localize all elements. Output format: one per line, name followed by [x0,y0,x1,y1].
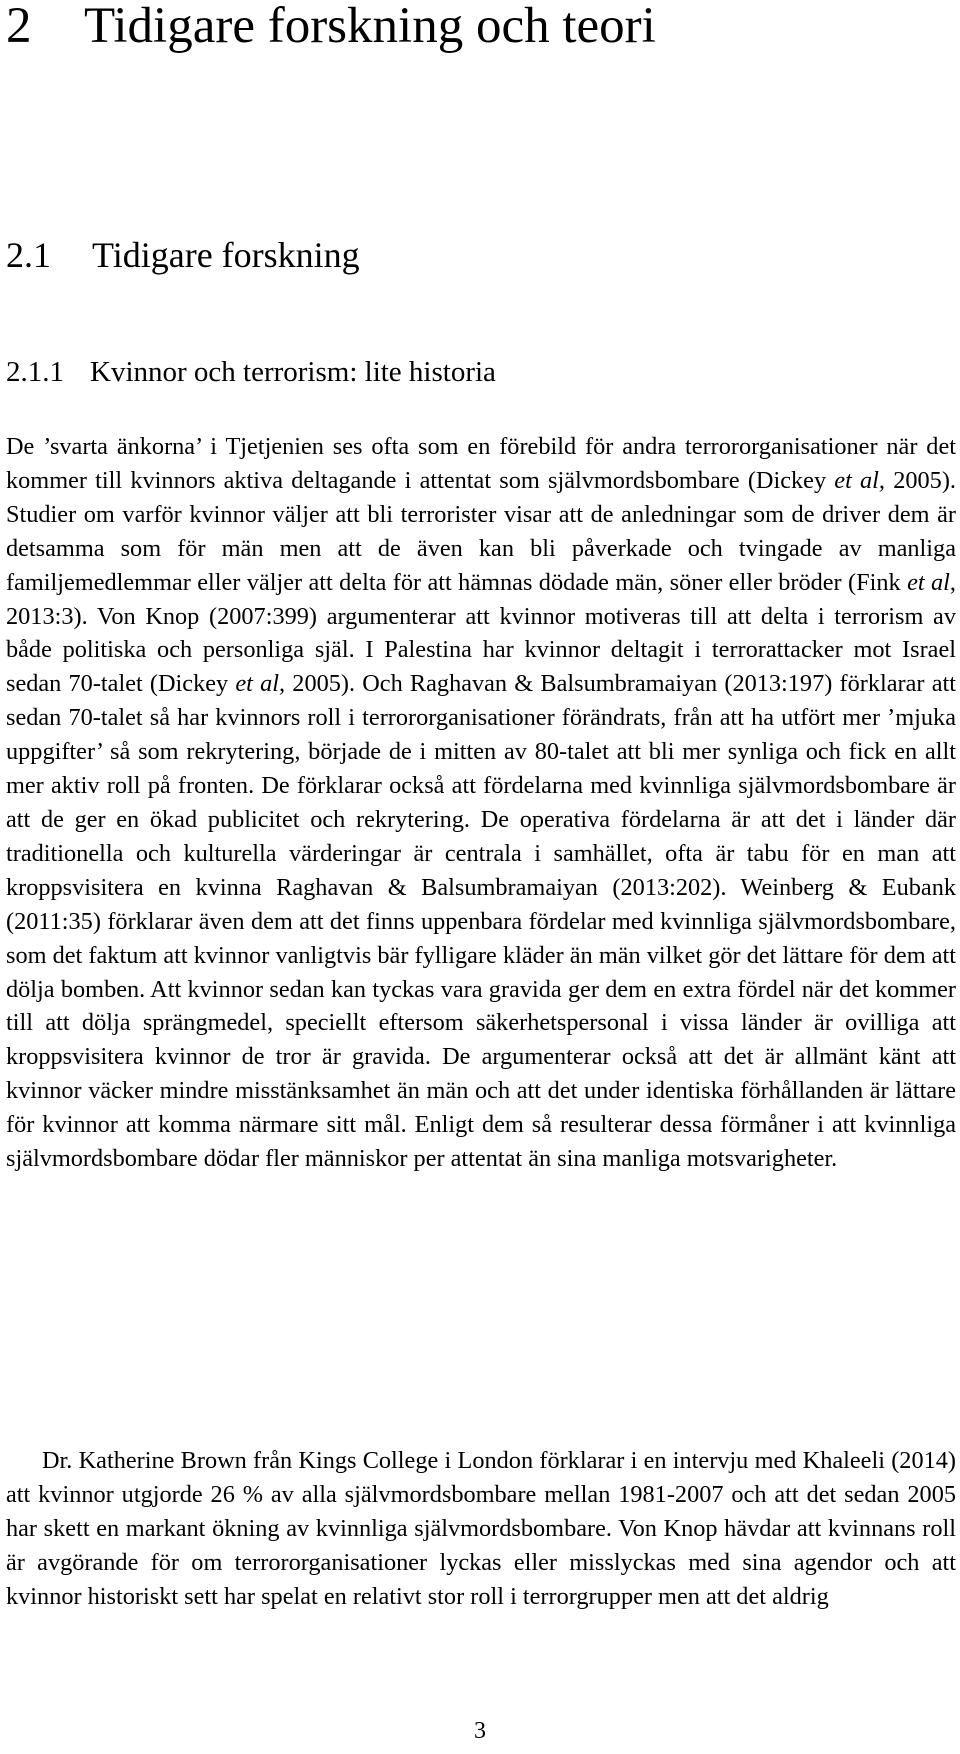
paragraph-text: , 2013:3). Von Knop (2007:399) argumenterar att kvinnor motiveras till att delta i terrorism av både politiska och personliga själ. I Palestina har kvinnor deltagit i terrorattacker mot Israel sedan 70-talet (Dickey [6,568,956,698]
section-title: Tidigare forskning [92,235,360,275]
section-heading [6,236,360,276]
page-number: 3 [474,1718,486,1744]
paragraph-text: Dr. Katherine Brown från Kings College i London förklarar i en intervju med Khaleeli (2014) att kvinnor utgjorde 26 % av alla självmordsbombare mellan 1981-2007 och att det sedan 2005 har skett en markant ökning av kvinnliga självmordsbombare. Von Knop hävdar att kvinnans roll är avgörande för om terrororganisationer lyckas eller misslyckas med sina agendor och att kvinnor historiskt sett har spelat en relativt stor roll i terrorgrupper men att det aldrig [6,1447,956,1610]
citation-italic: et al, [834,466,886,494]
chapter-heading [6,0,656,54]
section-number: 2.1 [6,235,51,275]
body-paragraph [6,1444,956,1614]
subsection-heading [6,357,496,389]
subsection-title: Kvinnor och terrorism: lite historia [90,356,496,388]
body-paragraph [6,430,956,1176]
paragraph-text: 2005). Och Raghavan & Balsumbramaiyan (2013:197) förklarar att sedan 70-talet så har kvinnors roll i terrororganisationer förändrats, från att ha utfört mer ’mjuka uppgifter’ så som rekrytering, började de i mitten av 80-talet att bli mer synliga och fick en allt mer aktiv roll på fronten. De förklarar också att fördelarna med kvinnliga självmordsbombare är att de ger en ökad publicitet och rekrytering. De operativa fördelarna är att det i länder där traditionella och kulturella värderingar är centrala i samhället, ofta är tabu för en man att kroppsvisitera en kvinna Raghavan & Balsumbramaiyan (2013:202). Weinberg & Eubank (2011:35) förklarar även dem att det finns uppenbara fördelar med kvinnliga självmordsbombare, som det faktum att kvinnor vanligtvis bär fylligare kläder än män vilket gör det lättare för dem att dölja bomben. Att kvinnor sedan kan tyckas vara gravida ger dem en extra fördel när det kommer till att dölja sprängmedel, speciellt eftersom säkerhetspersonal i vissa länder är ovilliga att kroppsvisitera kvinnor de tror är gravida. De argumenterar också att det är allmänt känt att kvinnor väcker mindre misstänksamhet än män och att det under identiska förhållanden är lättare för kvinnor att komma närmare sitt mål. Enligt dem så resulterar dessa förmåner i att kvinnliga självmordsbombare dödar fler människor per attentat än sina manliga motsvarigheter. [6,670,956,1173]
chapter-title: Tidigare forskning och teori [84,0,656,54]
subsection-number: 2.1.1 [6,356,64,388]
citation-italic: et al, [235,670,286,698]
paragraph-text: De ’svarta änkorna’ i Tjetjenien ses ofta som en förebild för andra terrororganisationer när det kommer till kvinnors aktiva deltagande i attentat som självmordsbombare (Dickey [6,433,956,494]
citation-italic: et al [907,568,950,596]
paragraph-text: 2005). Studier om varför kvinnor väljer att bli terrorister visar att de anledningar som de driver dem är detsamma som för män men att de även kan bli påverkade och tvingade av manliga familjemedlemmar eller väljer att delta för att hämnas dödade män, söner eller bröder (Fink [6,466,956,596]
chapter-number: 2 [6,0,32,54]
